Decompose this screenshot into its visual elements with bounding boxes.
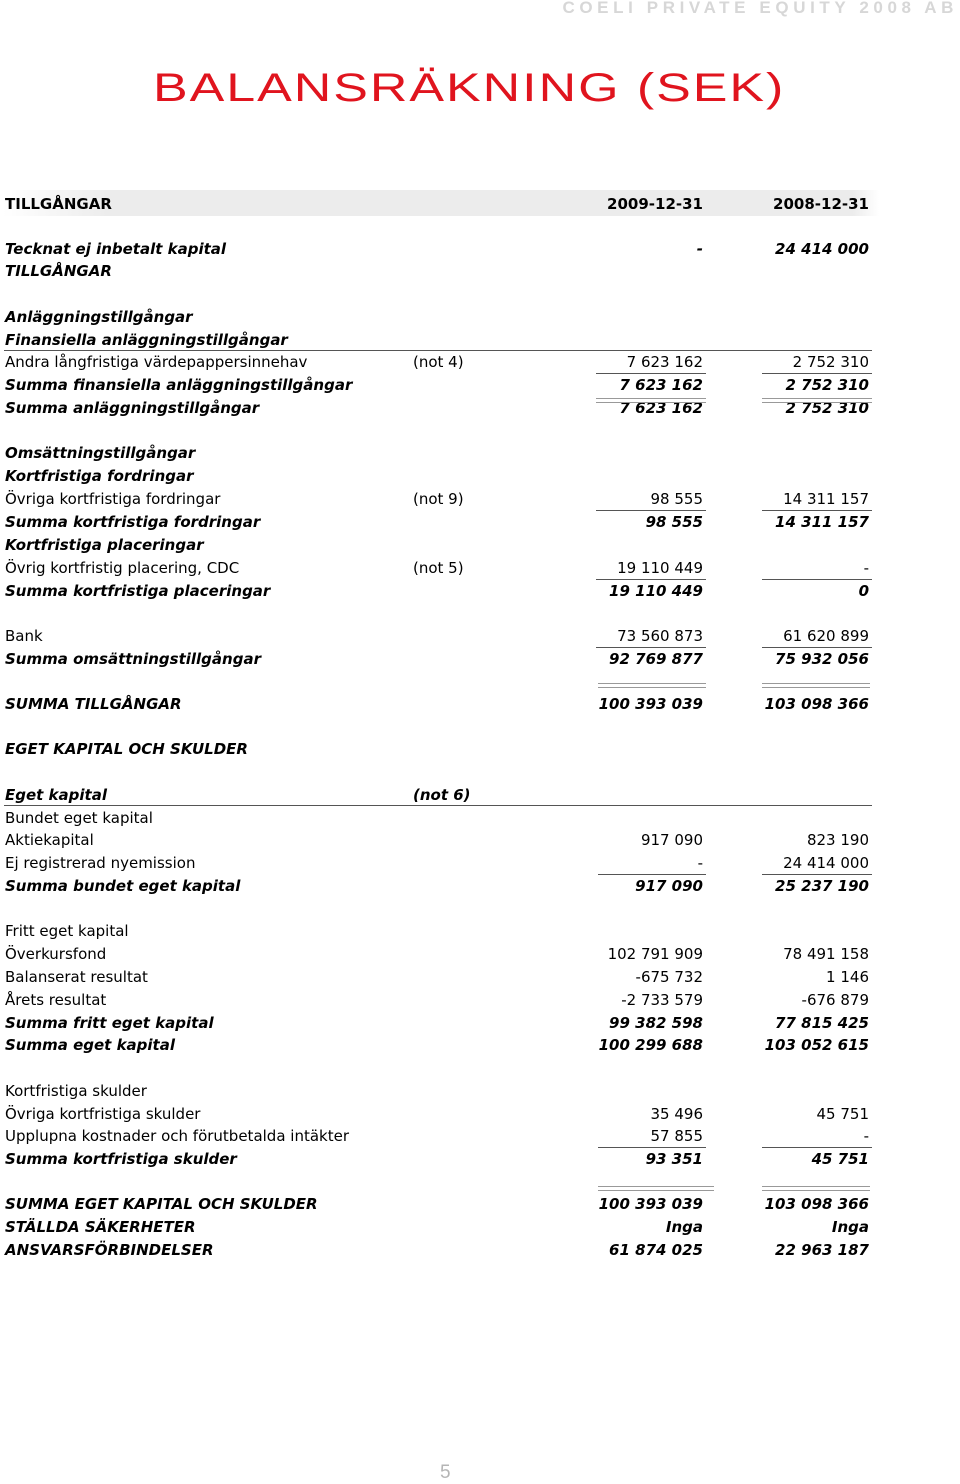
value-2008: 22 963 187 [775, 1241, 869, 1259]
single-rule [596, 647, 706, 648]
double-rule [598, 1186, 714, 1191]
table-row [0, 374, 960, 396]
single-rule [596, 373, 706, 374]
table-row [0, 784, 960, 806]
row-label: EGET KAPITAL OCH SKULDER [5, 740, 248, 758]
value-2009: 102 791 909 [607, 945, 703, 963]
value-2008: - [863, 1127, 869, 1145]
value-2009: -2 733 579 [621, 991, 703, 1009]
table-row [0, 351, 960, 373]
table-row [0, 920, 960, 942]
row-label: Överkursfond [5, 945, 107, 963]
row-label: Kortfristiga fordringar [5, 467, 194, 485]
row-label: Finansiella anläggningstillgångar [5, 331, 288, 349]
table-row [0, 1125, 960, 1147]
value-2008: 24 414 000 [775, 240, 869, 258]
row-label: Upplupna kostnader och förutbetalda intäkter [5, 1127, 349, 1145]
value-2008: 0 [858, 582, 869, 600]
table-row [0, 465, 960, 487]
double-rule [762, 398, 872, 403]
table-row [0, 488, 960, 510]
row-label: Ej registrerad nyemission [5, 854, 196, 872]
row-label: Aktiekapital [5, 831, 94, 849]
row-label: Andra långfristiga värdepappersinnehav [5, 353, 308, 371]
table-row [0, 625, 960, 647]
table-row [0, 989, 960, 1011]
row-label: Summa kortfristiga fordringar [5, 513, 261, 531]
value-2008: 78 491 158 [783, 945, 869, 963]
single-rule [596, 510, 706, 511]
value-2009: 98 555 [645, 513, 703, 531]
table-row [0, 807, 960, 829]
double-rule [596, 398, 706, 403]
row-label: Övrig kortfristig placering, CDC [5, 559, 240, 577]
row-label: TILLGÅNGAR [5, 262, 112, 280]
table-row [0, 1216, 960, 1238]
table-row [0, 442, 960, 464]
row-label: Omsättningstillgångar [5, 444, 196, 462]
value-2009: 57 855 [650, 1127, 703, 1145]
value-2008: 103 052 615 [764, 1036, 869, 1054]
single-rule [762, 874, 872, 875]
value-2008: 2 752 310 [792, 353, 869, 371]
row-label: Övriga kortfristiga fordringar [5, 490, 221, 508]
row-label: SUMMA TILLGÅNGAR [5, 695, 182, 713]
column-header-2009: 2009-12-31 [607, 195, 703, 213]
value-2009: 7 623 162 [619, 376, 703, 394]
value-2008: 25 237 190 [775, 877, 869, 895]
value-2009: 100 393 039 [598, 695, 703, 713]
table-row [0, 1080, 960, 1102]
value-2008: 14 311 157 [783, 490, 869, 508]
row-label: SUMMA EGET KAPITAL OCH SKULDER [5, 1195, 318, 1213]
row-note: (not 5) [413, 559, 464, 577]
table-row [0, 1103, 960, 1125]
table-row [0, 511, 960, 533]
single-rule [762, 510, 872, 511]
value-2009: 7 623 162 [619, 399, 703, 417]
row-note: (not 6) [413, 786, 471, 804]
single-rule [4, 805, 872, 806]
value-2009: 100 393 039 [598, 1195, 703, 1213]
value-2009: 917 090 [635, 877, 703, 895]
single-rule [598, 1147, 706, 1148]
row-label: STÄLLDA SÄKERHETER [5, 1218, 196, 1236]
page-number: 5 [440, 1462, 451, 1483]
page-title: BALANSRÄKNING (SEK) [153, 66, 786, 110]
row-label: Summa eget kapital [5, 1036, 175, 1054]
row-label: Övriga kortfristiga skulder [5, 1105, 201, 1123]
table-row [0, 534, 960, 556]
value-2008: -676 879 [801, 991, 869, 1009]
row-label: Summa bundet eget kapital [5, 877, 241, 895]
value-2008: 24 414 000 [783, 854, 869, 872]
row-label: Bank [5, 627, 43, 645]
value-2008: Inga [831, 1218, 869, 1236]
value-2008: 45 751 [811, 1150, 869, 1168]
value-2009: 61 874 025 [609, 1241, 703, 1259]
row-label: Summa anläggningstillgångar [5, 399, 260, 417]
value-2009: Inga [665, 1218, 703, 1236]
value-2008: 103 098 366 [764, 1195, 869, 1213]
value-2009: 917 090 [640, 831, 703, 849]
value-2009: - [696, 240, 703, 258]
value-2008: 2 752 310 [785, 399, 869, 417]
double-rule [762, 683, 870, 688]
table-row [0, 1148, 960, 1170]
value-2008: 77 815 425 [775, 1014, 869, 1032]
table-row [0, 557, 960, 579]
row-label: Summa fritt eget kapital [5, 1014, 214, 1032]
single-rule [596, 579, 706, 580]
table-row [0, 875, 960, 897]
single-rule [4, 350, 872, 351]
table-row [0, 966, 960, 988]
table-row [0, 693, 960, 715]
row-label: Kortfristiga skulder [5, 1082, 147, 1100]
table-row [0, 1239, 960, 1261]
double-rule [762, 1186, 870, 1191]
table-row [0, 329, 960, 351]
single-rule [762, 373, 872, 374]
value-2009: 100 299 688 [598, 1036, 703, 1054]
row-label: Balanserat resultat [5, 968, 148, 986]
double-rule [598, 683, 706, 688]
company-name: COELI PRIVATE EQUITY 2008 AB [562, 0, 958, 17]
table-row [0, 1034, 960, 1056]
row-label: Eget kapital [5, 786, 107, 804]
row-label: Anläggningstillgångar [5, 308, 193, 326]
value-2009: 73 560 873 [617, 627, 703, 645]
table-row [0, 648, 960, 670]
table-row [0, 1012, 960, 1034]
value-2009: 19 110 449 [609, 582, 703, 600]
single-rule [598, 874, 706, 875]
table-row [0, 829, 960, 851]
value-2008: 14 311 157 [775, 513, 869, 531]
row-label: Kortfristiga placeringar [5, 536, 204, 554]
row-label: Summa finansiella anläggningstillgångar [5, 376, 353, 394]
table-row [0, 943, 960, 965]
value-2009: 99 382 598 [609, 1014, 703, 1032]
value-2008: 823 190 [806, 831, 869, 849]
row-label: Summa kortfristiga placeringar [5, 582, 271, 600]
row-label: Bundet eget kapital [5, 809, 153, 827]
value-2008: 1 146 [826, 968, 869, 986]
row-label: ANSVARSFÖRBINDELSER [5, 1241, 214, 1259]
value-2009: 98 555 [650, 490, 703, 508]
value-2008: 61 620 899 [783, 627, 869, 645]
row-label: Summa kortfristiga skulder [5, 1150, 237, 1168]
table-row [0, 1193, 960, 1215]
value-2009: 35 496 [650, 1105, 703, 1123]
row-label: Tecknat ej inbetalt kapital [5, 240, 227, 258]
table-row [0, 306, 960, 328]
row-label: Fritt eget kapital [5, 922, 129, 940]
value-2009: 93 351 [645, 1150, 703, 1168]
table-header-row [0, 193, 960, 215]
value-2008: - [863, 559, 869, 577]
column-header-2008: 2008-12-31 [773, 195, 869, 213]
table-row [0, 738, 960, 760]
row-label: Årets resultat [5, 991, 107, 1009]
value-2009: 7 623 162 [626, 353, 703, 371]
column-header-label: TILLGÅNGAR [5, 195, 112, 213]
value-2008: 103 098 366 [764, 695, 869, 713]
table-row [0, 580, 960, 602]
value-2009: 92 769 877 [609, 650, 703, 668]
row-note: (not 4) [413, 353, 464, 371]
value-2009: - [697, 854, 703, 872]
value-2008: 2 752 310 [785, 376, 869, 394]
value-2009: 19 110 449 [617, 559, 703, 577]
single-rule [762, 647, 872, 648]
row-note: (not 9) [413, 490, 464, 508]
value-2009: -675 732 [635, 968, 703, 986]
single-rule [762, 579, 872, 580]
table-row [0, 238, 960, 260]
row-label: Summa omsättningstillgångar [5, 650, 261, 668]
table-row [0, 260, 960, 282]
value-2008: 45 751 [816, 1105, 869, 1123]
single-rule [762, 1147, 872, 1148]
value-2008: 75 932 056 [775, 650, 869, 668]
table-row [0, 852, 960, 874]
